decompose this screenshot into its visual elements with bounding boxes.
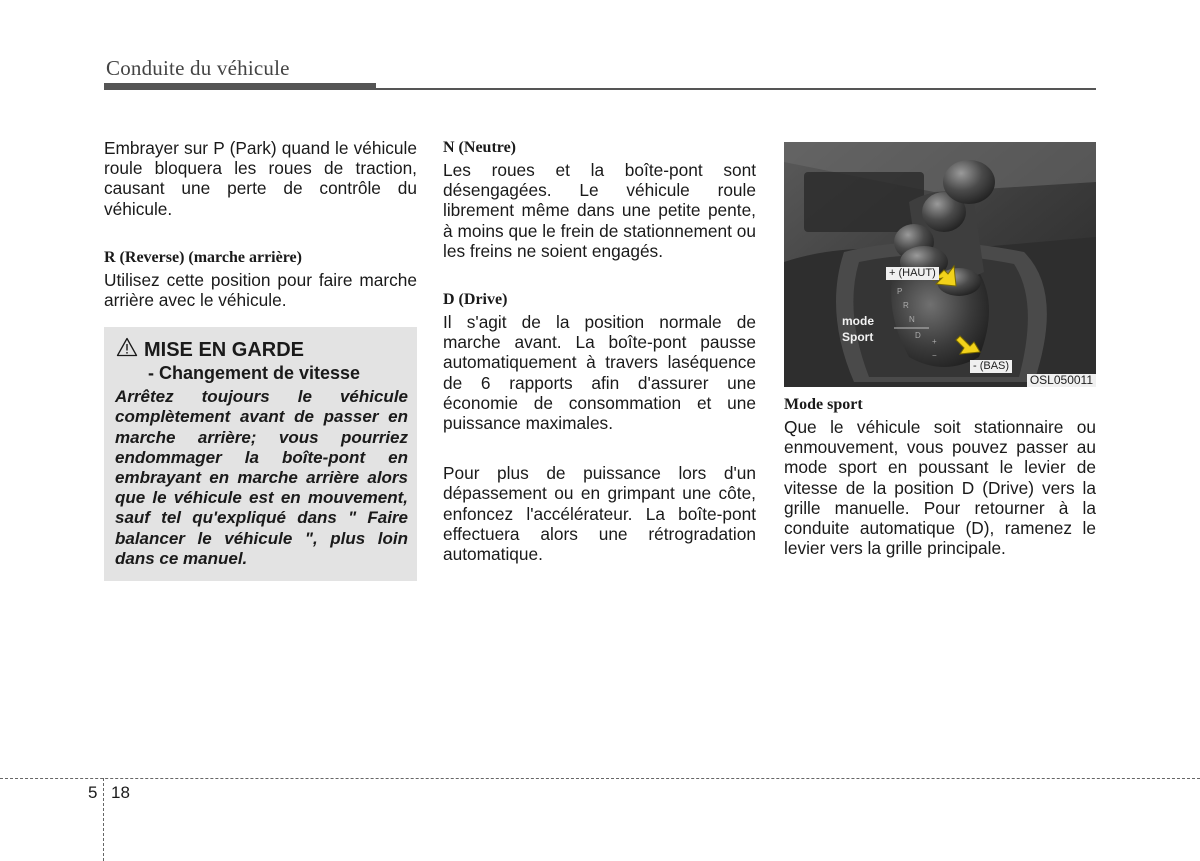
warning-triangle-icon (116, 337, 138, 362)
warning-subtitle: - Changement de vitesse (148, 363, 361, 384)
footer-divider (103, 778, 104, 861)
neutral-paragraph: Les roues et la boîte-pont sont désengagées. Le véhicule roule librement même dans une petite pente, à moins que le frein de stationnement ou les freins ne soient engagés. (443, 160, 756, 261)
figure-label-sport: Sport (842, 330, 874, 344)
sport-mode-paragraph: Que le véhicule soit stationnaire ou enmouvement, vous pouvez passer au mode sport en poussant le levier de vitesse de la position D (Drive) vers la grille manuelle. Pour retourner à la conduite automatique (D), ramenez le levier vers la grille principale. (784, 417, 1096, 559)
warning-box (104, 327, 417, 581)
svg-text:R: R (903, 301, 909, 310)
chapter-number: 5 (88, 783, 98, 802)
figure-label-mode: mode (842, 314, 875, 328)
svg-text:N: N (909, 315, 915, 324)
column-middle (443, 138, 756, 564)
figure-code: OSL050011 (1027, 374, 1096, 387)
drive-paragraph: Il s'agit de la position normale de marche avant. La boîte-pont pausse automatiquement à travers laséquence de 6 rapports afin d'assurer une économie de consommation et une puissance maximales. (443, 312, 756, 434)
gear-shift-photo (784, 142, 1096, 387)
header-rule (104, 88, 1096, 90)
column-left (104, 138, 417, 581)
warning-title-row (115, 337, 408, 362)
svg-text:+: + (932, 337, 937, 346)
figure-label-down: - (BAS) (970, 360, 1012, 373)
svg-text:−: − (932, 351, 937, 360)
page-number: 18 (111, 783, 130, 802)
reverse-heading: R (Reverse) (marche arrière) (104, 248, 302, 266)
column-right (784, 142, 1096, 558)
footer-rule (0, 778, 1200, 779)
svg-text:D: D (915, 331, 921, 340)
reverse-paragraph: Utilisez cette position pour faire marche arrière avec le véhicule. (104, 269, 417, 311)
sport-mode-heading: Mode sport (784, 396, 863, 413)
warning-title: MISE EN GARDE (144, 338, 305, 361)
park-warning-paragraph: Embrayer sur P (Park) quand le véhicule roule bloquera les roues de traction, causant une perte de contrôle du véhicule. (104, 138, 417, 219)
kickdown-paragraph: Pour plus de puissance lors d'un dépassement ou en grimpant une côte, enfoncez l'accélérateur. La boîte-pont effectuera alors une rétrogradation automatique. (443, 463, 756, 565)
figure-label-up: + (HAUT) (886, 267, 939, 280)
neutral-heading: N (Neutre) (443, 139, 517, 156)
warning-text: Arrêtez toujours le véhicule complètement avant de passer en marche arrière; vous pourriez endommager la boîte-pont en embrayant en marche arrière alors que le véhicule est en mouvement, sauf tel qu'expliqué dans " Faire balancer le véhicule ", plus loin dans ce manuel. (115, 387, 408, 568)
drive-heading: D (Drive) (443, 291, 508, 309)
page-header-title: Conduite du véhicule (106, 56, 290, 80)
svg-text:P: P (897, 287, 903, 296)
